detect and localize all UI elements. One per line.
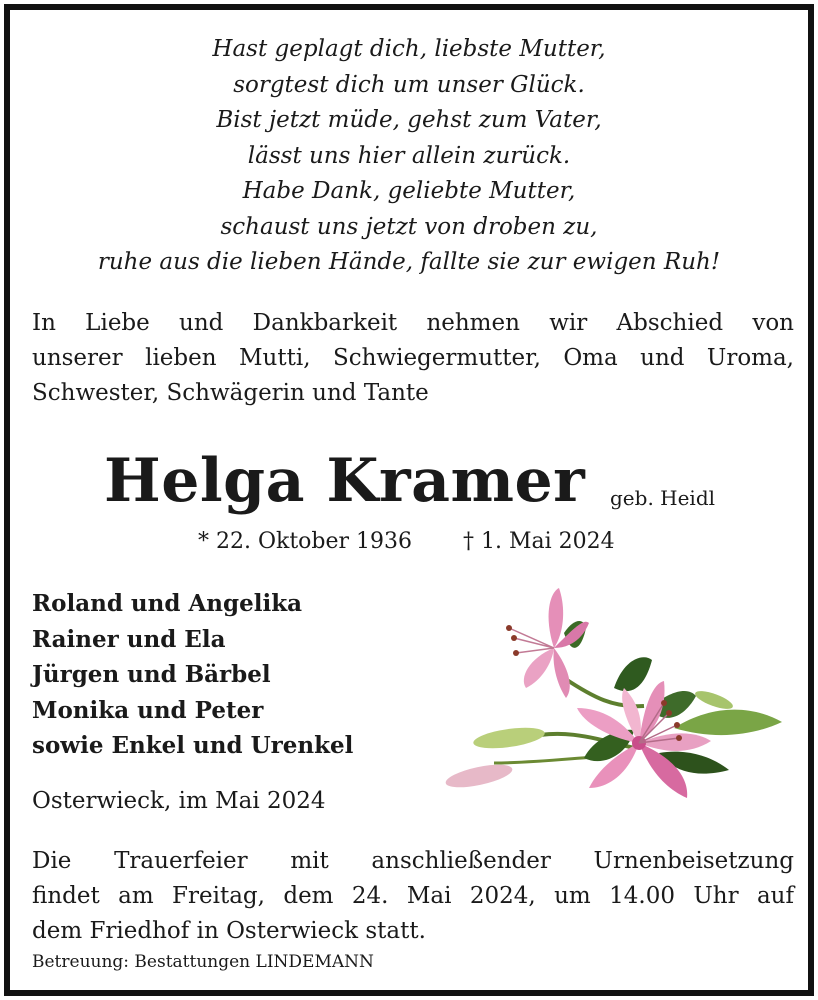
intro-line: In Liebe und Dankbarkeit nehmen wir Abschied von xyxy=(32,310,794,336)
death-date: † 1. Mai 2024 xyxy=(463,529,615,554)
poem xyxy=(10,32,808,281)
birth-date: * 22. Oktober 1936 xyxy=(198,529,413,554)
ceremony-line: dem Friedhof in Osterwieck statt. xyxy=(32,918,426,944)
family-member: Roland und Angelika xyxy=(32,590,303,617)
lily-flower-image xyxy=(434,588,784,818)
family-member: Monika und Peter xyxy=(32,696,264,724)
poem-line: Habe Dank, geliebte Mutter, xyxy=(242,178,576,204)
poem-line: Hast geplagt dich, liebste Mutter, xyxy=(212,36,606,62)
poem-line: ruhe aus die lieben Hände, fallte sie zur ewigen Ruh! xyxy=(97,249,721,275)
intro-line: Schwester, Schwägerin und Tante xyxy=(32,380,429,406)
undertaker-note: Betreuung: Bestattungen LINDEMANN xyxy=(32,952,374,972)
obituary-frame xyxy=(4,4,814,996)
maiden-name: geb. Heidl xyxy=(610,486,716,510)
intro-paragraph xyxy=(32,306,794,411)
poem-line: lässt uns hier allein zurück. xyxy=(247,142,571,169)
poem-line: sorgtest dich um unser Glück. xyxy=(233,71,585,98)
family-member: Jürgen und Bärbel xyxy=(32,661,271,688)
poem-line: Bist jetzt müde, gehst zum Vater, xyxy=(216,107,602,133)
family-member: sowie Enkel und Urenkel xyxy=(32,732,354,759)
family-list xyxy=(32,586,353,764)
ceremony-paragraph xyxy=(32,844,794,949)
ceremony-line: findet am Freitag, dem 24. Mai 2024, um 14.00 Uhr auf xyxy=(32,883,794,909)
deceased-name: Helga Kramer xyxy=(104,446,586,516)
life-dates xyxy=(198,529,615,554)
intro-line: unserer lieben Mutti, Schwiegermutter, Oma und Uroma, xyxy=(32,345,794,371)
name-row xyxy=(10,446,808,526)
ceremony-line: Die Trauerfeier mit anschließender Urnenbeisetzung xyxy=(32,848,794,874)
poem-line: schaust uns jetzt von droben zu, xyxy=(220,213,598,240)
family-member: Rainer und Ela xyxy=(32,625,226,653)
place-date: Osterwieck, im Mai 2024 xyxy=(32,788,326,814)
